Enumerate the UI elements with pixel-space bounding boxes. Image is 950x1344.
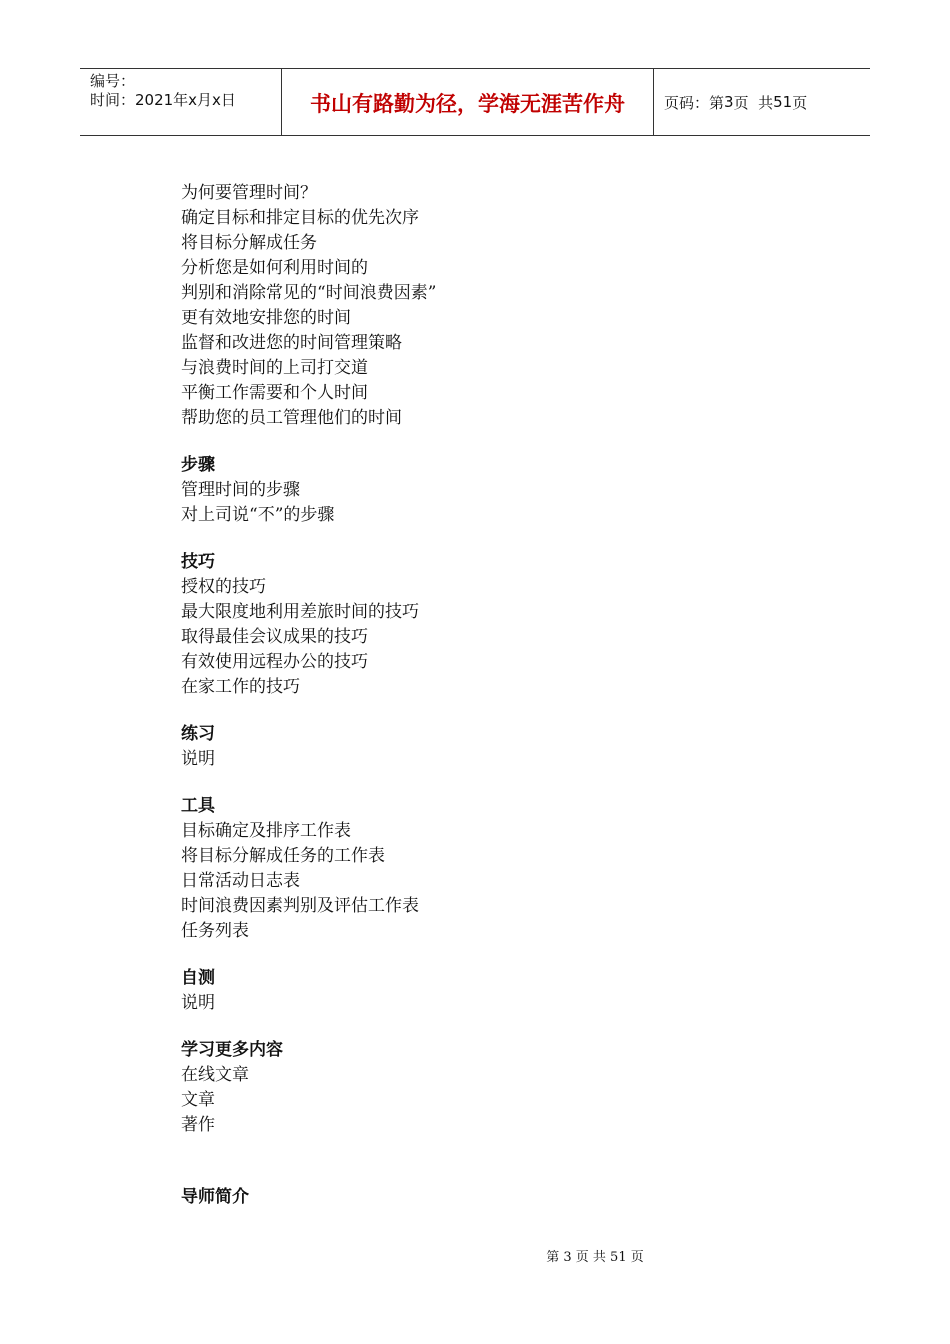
section-heading: 工具: [181, 796, 215, 816]
list-item: 帮助您的员工管理他们的时间: [181, 408, 402, 428]
list-item: 将目标分解成任务的工作表: [181, 846, 385, 866]
section-heading: 自测: [181, 968, 215, 988]
header-page-total: 51: [773, 93, 793, 111]
list-item: 日常活动日志表: [181, 871, 300, 891]
list-item: 授权的技巧: [181, 577, 266, 597]
section-mentor: [181, 1185, 781, 1210]
header-meta: [80, 69, 282, 135]
header-motto: 书山有路勤为径，学海无涯苦作舟: [282, 69, 654, 135]
list-item: 更有效地安排您的时间: [181, 308, 351, 328]
header-page-prefix: 页码：第: [664, 93, 725, 112]
toc-content: [181, 181, 781, 1210]
list-item: 著作: [181, 1115, 215, 1135]
list-item: 目标确定及排序工作表: [181, 821, 351, 841]
header-time: 时间：2021年x月x日: [90, 91, 236, 109]
section-heading: 学习更多内容: [181, 1040, 283, 1060]
section-exercises: [181, 722, 781, 772]
section-heading: 练习: [181, 724, 215, 744]
header-page-mid: 页 共: [733, 93, 774, 112]
list-item: 时间浪费因素判别及评估工作表: [181, 896, 419, 916]
section-heading: 步骤: [181, 455, 215, 475]
page-footer: [0, 1246, 950, 1265]
list-item: 与浪费时间的上司打交道: [181, 358, 368, 378]
intro-list: [181, 181, 781, 431]
list-item: 确定目标和排定目标的优先次序: [181, 208, 419, 228]
section-tips: [181, 550, 781, 700]
header-page-suffix: 页: [792, 93, 808, 112]
list-item: 任务列表: [181, 921, 249, 941]
page-header: [80, 68, 870, 136]
list-item: 分析您是如何利用时间的: [181, 258, 368, 278]
list-item: 判别和消除常见的“时间浪费因素”: [181, 283, 437, 303]
list-item: 为何要管理时间？: [181, 183, 317, 203]
list-item: 在家工作的技巧: [181, 677, 300, 697]
section-steps: [181, 453, 781, 528]
list-item: 对上司说“不”的步骤: [181, 505, 335, 525]
header-page-current: 3: [724, 93, 734, 111]
header-page-info: [654, 69, 870, 135]
list-item: 将目标分解成任务: [181, 233, 317, 253]
section-learn-more: [181, 1038, 781, 1138]
list-item: 取得最佳会议成果的技巧: [181, 627, 368, 647]
list-item: 文章: [181, 1090, 215, 1110]
list-item: 有效使用远程办公的技巧: [181, 652, 368, 672]
list-item: 说明: [181, 749, 215, 769]
list-item: 管理时间的步骤: [181, 480, 300, 500]
list-item: 平衡工作需要和个人时间: [181, 383, 368, 403]
list-item: 监督和改进您的时间管理策略: [181, 333, 402, 353]
list-item: 最大限度地利用差旅时间的技巧: [181, 602, 419, 622]
list-item: 在线文章: [181, 1065, 249, 1085]
section-tools: [181, 794, 781, 944]
section-self-test: [181, 966, 781, 1016]
section-heading: 导师简介: [181, 1187, 249, 1207]
header-number: 编号：: [90, 72, 136, 90]
section-heading: 技巧: [181, 552, 215, 572]
footer-page-number: 第 3 页 共 51 页: [546, 1250, 644, 1265]
list-item: 说明: [181, 993, 215, 1013]
